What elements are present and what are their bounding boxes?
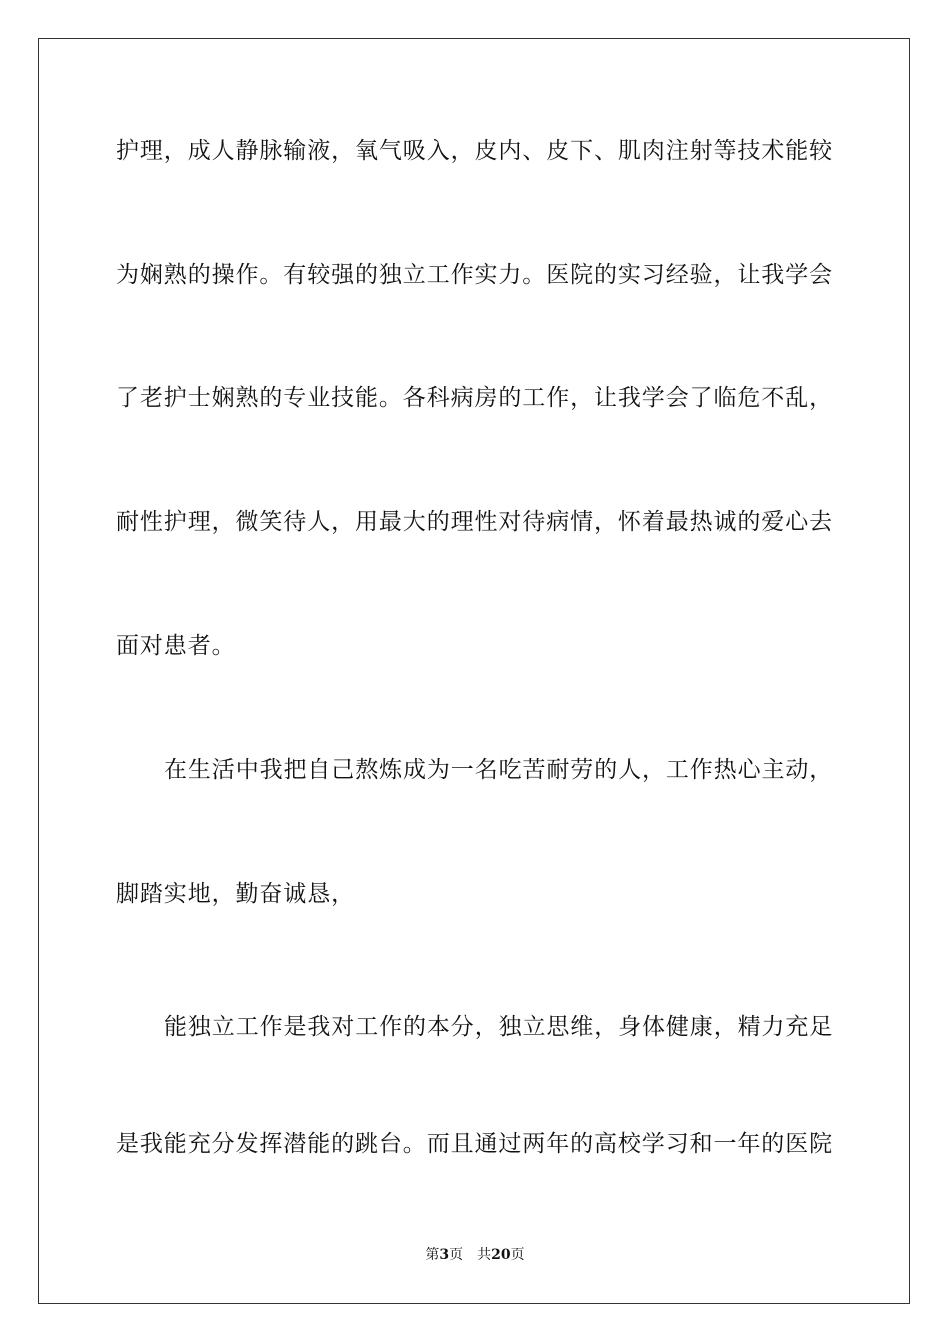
page-suffix: 页 <box>449 1247 464 1263</box>
page-footer <box>0 1246 950 1264</box>
page-border <box>38 38 910 1304</box>
total-pages: 20 <box>491 1247 511 1263</box>
body-line-9: 是我能充分发挥潜能的跳台。而且通过两年的高校学习和一年的医院 <box>116 1131 833 1157</box>
page-prefix: 第 <box>425 1247 440 1263</box>
body-line-5: 面对患者。 <box>116 633 236 659</box>
body-line-2: 为娴熟的操作。有较强的独立工作实力。医院的实习经验，让我学会 <box>116 262 833 288</box>
body-line-8: 能独立工作是我对工作的本分，独立思维，身体健康，精力充足 <box>164 1014 834 1040</box>
body-line-1: 护理，成人静脉输液，氧气吸入，皮内、皮下、肌肉注射等技术能较 <box>116 138 833 164</box>
body-line-7: 脚踏实地，勤奋诚恳， <box>116 881 355 907</box>
total-prefix: 共 <box>477 1247 492 1263</box>
page-number: 3 <box>439 1247 450 1263</box>
body-line-3: 了老护士娴熟的专业技能。各科病房的工作，让我学会了临危不乱， <box>116 385 833 411</box>
total-suffix: 页 <box>510 1247 525 1263</box>
body-line-4: 耐性护理，微笑待人，用最大的理性对待病情，怀着最热诚的爱心去 <box>116 509 833 535</box>
body-line-6: 在生活中我把自己熬炼成为一名吃苦耐劳的人，工作热心主动， <box>164 757 834 783</box>
